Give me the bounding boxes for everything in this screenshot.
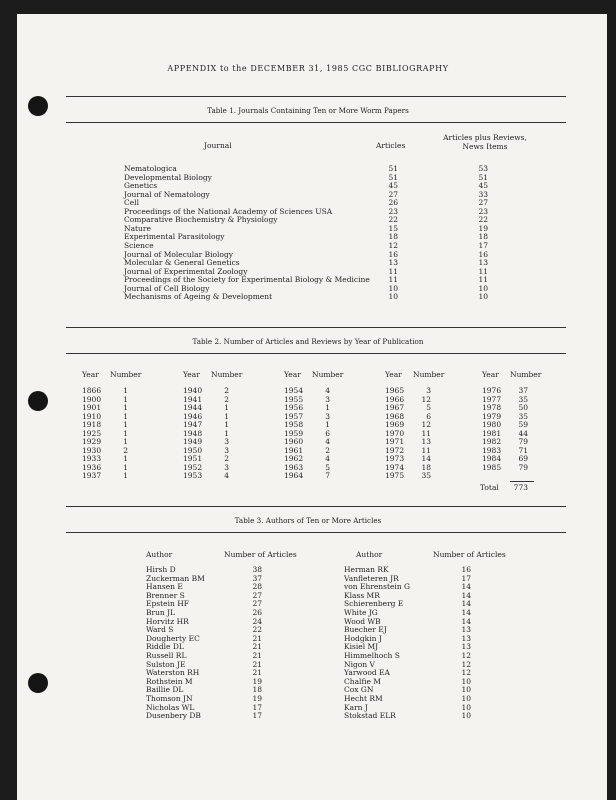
author-name: Vanfleteren JR [344,573,399,583]
journal-name: Molecular & General Genetics [124,258,240,268]
author-article-count: 27 [252,590,262,600]
author-name: Dusenbery DB [146,711,201,721]
number-cell: 79 [518,437,528,446]
number-cell: 37 [518,386,528,395]
author-name: Himmelhoch S [344,651,400,660]
table2-caption: Table 2. Number of Articles and Reviews by Year of Publication [192,337,424,346]
number-cell: 1 [224,411,229,421]
journal-name: Proceedings of the Society for Experimental Biology & Medicine [124,275,370,285]
author-article-count: 13 [461,642,471,652]
year-cell: 1972 [385,445,405,455]
journal-name: Journal of Molecular Biology [124,249,233,259]
author-name: Stokstad ELR [344,711,396,721]
number-cell: 4 [325,386,330,395]
number-cell: 5 [325,462,330,472]
number-cell: 11 [421,445,431,455]
year-header: Year [482,370,499,379]
year-cell: 1918 [82,420,102,429]
author-name: Kisiel MJ [344,642,379,652]
year-cell: 1982 [482,437,502,446]
author-article-count: 17 [461,573,471,583]
number-cell: 6 [426,411,431,421]
number-cell: 12 [421,394,431,404]
journal-name: Genetics [124,181,158,191]
table2-caption-rule [66,353,566,354]
year-cell: 1975 [385,471,405,480]
number-cell: 4 [325,437,330,446]
year-cell: 1946 [183,411,203,421]
journal-name: Nature [124,223,151,233]
journal-name: Journal of Experimental Zoology [124,266,248,276]
year-cell: 1933 [82,454,102,463]
table2-total-value: 773 [513,483,528,492]
year-header: Year [385,370,402,379]
author-article-count: 14 [461,590,471,600]
articles-count: 23 [388,206,398,216]
number-cell: 44 [518,428,528,438]
year-cell: 1974 [385,462,405,472]
year-cell: 1937 [82,471,102,480]
articles-count: 15 [388,223,398,233]
number-cell: 3 [426,386,431,395]
number-cell: 35 [518,411,528,421]
author-name: Russell RL [146,651,187,660]
number-cell: 2 [224,454,229,463]
year-cell: 1964 [284,471,304,480]
table3-count-header-left: Number of Articles [224,550,297,559]
table3-count-header-right: Number of Articles [433,550,506,559]
number-cell: 35 [421,471,431,480]
author-name: Horvitz HR [146,616,189,626]
author-article-count: 21 [252,642,262,652]
year-cell: 1979 [482,411,502,421]
journal-name: Journal of Nematology [124,189,210,199]
year-cell: 1969 [385,420,405,429]
table1-journal-header: Journal [204,141,232,150]
journal-name: Science [124,240,154,250]
author-name: Thomson JN [146,694,193,703]
author-name: Hirsh D [146,565,176,574]
number-cell: 14 [421,454,431,463]
number-cell: 2 [224,386,229,395]
year-cell: 1955 [284,394,304,404]
number-cell: 2 [123,445,128,455]
number-cell: 50 [518,403,528,412]
author-article-count: 12 [461,659,471,669]
author-name: Cox GN [344,685,374,695]
year-cell: 1981 [482,428,502,438]
number-cell: 1 [224,420,229,429]
articles-count: 22 [388,215,398,225]
author-article-count: 24 [252,616,262,626]
number-cell: 1 [123,386,128,395]
table1-articles-header: Articles [376,141,406,150]
articles-plus-count: 17 [478,240,488,250]
year-cell: 1968 [385,411,405,421]
number-header: Number [510,370,542,379]
author-article-count: 14 [461,616,471,626]
author-article-count: 21 [252,659,262,669]
number-cell: 13 [421,437,431,446]
author-name: Brun JL [146,608,176,617]
articles-count: 11 [388,266,398,276]
number-cell: 1 [123,454,128,463]
author-article-count: 10 [461,711,471,721]
articles-count: 16 [388,249,398,259]
author-name: Buecher EJ [344,625,387,635]
author-article-count: 26 [252,608,262,617]
author-article-count: 19 [252,676,262,686]
author-article-count: 16 [461,565,471,574]
author-article-count: 10 [461,676,471,686]
author-name: Hansen E [146,582,183,592]
number-cell: 3 [224,445,229,455]
articles-count: 10 [388,292,398,302]
year-cell: 1962 [284,454,304,463]
year-cell: 1951 [183,454,203,463]
articles-count: 10 [388,283,398,293]
year-cell: 1977 [482,394,502,404]
year-cell: 1910 [82,411,102,421]
journal-name: Journal of Cell Biology [124,283,210,293]
year-cell: 1960 [284,437,304,446]
author-name: Wood WB [344,616,381,626]
year-cell: 1947 [183,420,203,429]
author-article-count: 17 [252,702,262,712]
journal-name: Developmental Biology [124,172,212,182]
articles-plus-count: 11 [478,266,488,276]
year-cell: 1963 [284,462,304,472]
author-name: Baillie DL [146,685,184,695]
table3-author-header-right: Author [356,550,383,559]
author-article-count: 14 [461,582,471,592]
number-cell: 1 [123,403,128,412]
author-name: Hodgkin J [344,633,382,643]
year-cell: 1978 [482,403,502,412]
number-cell: 1 [325,403,330,412]
articles-count: 45 [388,181,398,191]
articles-plus-count: 10 [478,283,488,293]
author-name: Herman RK [344,565,389,574]
number-cell: 59 [518,420,528,429]
author-name: White JG [344,608,378,617]
number-cell: 3 [224,437,229,446]
number-cell: 3 [325,394,330,404]
punch-hole [28,673,48,693]
year-cell: 1953 [183,471,203,480]
author-name: Sulston JE [146,659,186,669]
journal-name: Cell [124,198,139,208]
year-cell: 1970 [385,428,405,438]
articles-plus-count: 33 [478,189,488,199]
year-cell: 1866 [82,386,102,395]
number-cell: 5 [426,403,431,412]
author-article-count: 38 [252,565,262,574]
number-cell: 3 [325,411,330,421]
year-cell: 1965 [385,386,405,395]
number-cell: 12 [421,420,431,429]
number-cell: 3 [224,462,229,472]
author-article-count: 12 [461,651,471,660]
year-cell: 1948 [183,428,203,438]
author-name: Klass MR [344,590,380,600]
articles-count: 51 [388,164,398,173]
year-cell: 1936 [82,462,102,472]
author-name: Nicholas WL [146,702,195,712]
number-cell: 1 [123,411,128,421]
table3-caption-rule [66,532,566,533]
articles-plus-count: 10 [478,292,488,302]
articles-count: 13 [388,258,398,268]
year-cell: 1929 [82,437,102,446]
author-article-count: 21 [252,668,262,678]
year-cell: 1971 [385,437,405,446]
year-cell: 1980 [482,420,502,429]
articles-count: 12 [388,240,398,250]
number-header: Number [413,370,445,379]
table2-total-underline [510,481,534,482]
number-cell: 1 [123,437,128,446]
author-name: Hecht RM [344,694,383,703]
year-cell: 1959 [284,428,304,438]
articles-count: 11 [388,275,398,285]
year-cell: 1949 [183,437,203,446]
author-article-count: 21 [252,651,262,660]
number-cell: 69 [518,454,528,463]
table2-total-label: Total [480,483,499,492]
table1-caption-rule [66,122,566,123]
articles-plus-count: 27 [478,198,488,208]
number-cell: 1 [325,420,330,429]
author-article-count: 27 [252,599,262,609]
year-cell: 1901 [82,403,102,412]
articles-plus-count: 16 [478,249,488,259]
year-cell: 1957 [284,411,304,421]
year-cell: 1954 [284,386,304,395]
articles-plus-count: 51 [478,172,488,182]
number-cell: 71 [518,445,528,455]
year-cell: 1967 [385,403,405,412]
author-article-count: 13 [461,633,471,643]
articles-count: 27 [388,189,398,199]
year-cell: 1900 [82,394,102,404]
author-article-count: 13 [461,625,471,635]
articles-plus-count: 22 [478,215,488,225]
number-cell: 1 [224,403,229,412]
journal-name: Nematologica [124,164,177,173]
author-name: Rothstein M [146,676,193,686]
number-cell: 79 [518,462,528,472]
number-header: Number [110,370,142,379]
author-article-count: 17 [252,711,262,721]
table1-plus-header-line2: News Items [462,142,508,151]
year-cell: 1925 [82,428,102,438]
number-cell: 1 [123,428,128,438]
number-header: Number [211,370,243,379]
year-cell: 1930 [82,445,102,455]
author-article-count: 21 [252,633,262,643]
author-name: Schierenberg E [344,599,404,609]
punch-hole [28,391,48,411]
author-name: Brenner S [146,590,185,600]
articles-plus-count: 11 [478,275,488,285]
author-name: Epstein HF [146,599,189,609]
articles-plus-count: 45 [478,181,488,191]
author-article-count: 18 [252,685,262,695]
author-name: Dougherty EC [146,633,200,643]
author-name: Yarwood EA [344,668,390,678]
journal-name: Mechanisms of Ageing & Development [124,292,273,302]
number-cell: 4 [325,454,330,463]
year-cell: 1983 [482,445,502,455]
table3-author-header-left: Author [146,550,173,559]
author-name: Zuckerman BM [146,573,205,583]
table3-caption: Table 3. Authors of Ten or More Articles [234,516,382,525]
author-name: Ward S [146,625,174,635]
year-cell: 1973 [385,454,405,463]
year-cell: 1958 [284,420,304,429]
articles-plus-count: 19 [478,223,488,233]
author-name: Nigon V [344,659,375,669]
year-cell: 1976 [482,386,502,395]
articles-count: 18 [388,232,398,242]
year-cell: 1966 [385,394,405,404]
articles-plus-count: 18 [478,232,488,242]
articles-plus-count: 23 [478,206,488,216]
number-cell: 1 [123,420,128,429]
table1-caption: Table 1. Journals Containing Ten or More Worm Papers [207,106,409,115]
year-header: Year [82,370,99,379]
author-name: Chalfie M [344,676,381,686]
author-name: Riddle DL [146,642,184,652]
table1-top-rule [66,96,566,97]
author-article-count: 12 [461,668,471,678]
number-cell: 18 [421,462,431,472]
author-article-count: 37 [252,573,262,583]
articles-count: 51 [388,172,398,182]
journal-name: Experimental Parasitology [124,232,225,242]
number-cell: 1 [123,394,128,404]
number-cell: 7 [325,471,330,480]
number-header: Number [312,370,344,379]
document-title: APPENDIX to the DECEMBER 31, 1985 CGC BIBLIOGRAPHY [167,64,449,73]
number-cell: 35 [518,394,528,404]
year-cell: 1950 [183,445,203,455]
articles-count: 26 [388,198,398,208]
author-name: Waterston RH [146,668,200,678]
articles-plus-count: 53 [478,164,488,173]
author-article-count: 28 [252,582,262,592]
number-cell: 11 [421,428,431,438]
year-cell: 1984 [482,454,502,463]
author-article-count: 14 [461,608,471,617]
journal-name: Comparative Biochemistry & Physiology [124,215,278,225]
year-cell: 1956 [284,403,304,412]
year-cell: 1961 [284,445,304,455]
number-cell: 2 [224,394,229,404]
year-header: Year [183,370,200,379]
number-cell: 1 [224,428,229,438]
number-cell: 6 [325,428,330,438]
year-cell: 1952 [183,462,203,472]
number-cell: 1 [123,471,128,480]
table1-plus-header-line1: Articles plus Reviews, [443,133,527,142]
number-cell: 1 [123,462,128,472]
number-cell: 4 [224,471,229,480]
year-cell: 1940 [183,386,203,395]
articles-plus-count: 13 [478,258,488,268]
author-article-count: 10 [461,694,471,703]
author-name: von Ehrenstein G [344,582,411,592]
author-article-count: 22 [252,625,262,635]
journal-name: Proceedings of the National Academy of Sciences USA [124,206,333,216]
author-name: Karn J [344,702,368,712]
author-article-count: 19 [252,694,262,703]
author-article-count: 14 [461,599,471,609]
table2-top-rule [66,327,566,328]
table3-top-rule [66,506,566,507]
author-article-count: 10 [461,702,471,712]
year-header: Year [284,370,301,379]
year-cell: 1941 [183,394,203,404]
number-cell: 2 [325,445,330,455]
author-article-count: 10 [461,685,471,695]
year-cell: 1985 [482,462,502,472]
year-cell: 1944 [183,403,203,412]
